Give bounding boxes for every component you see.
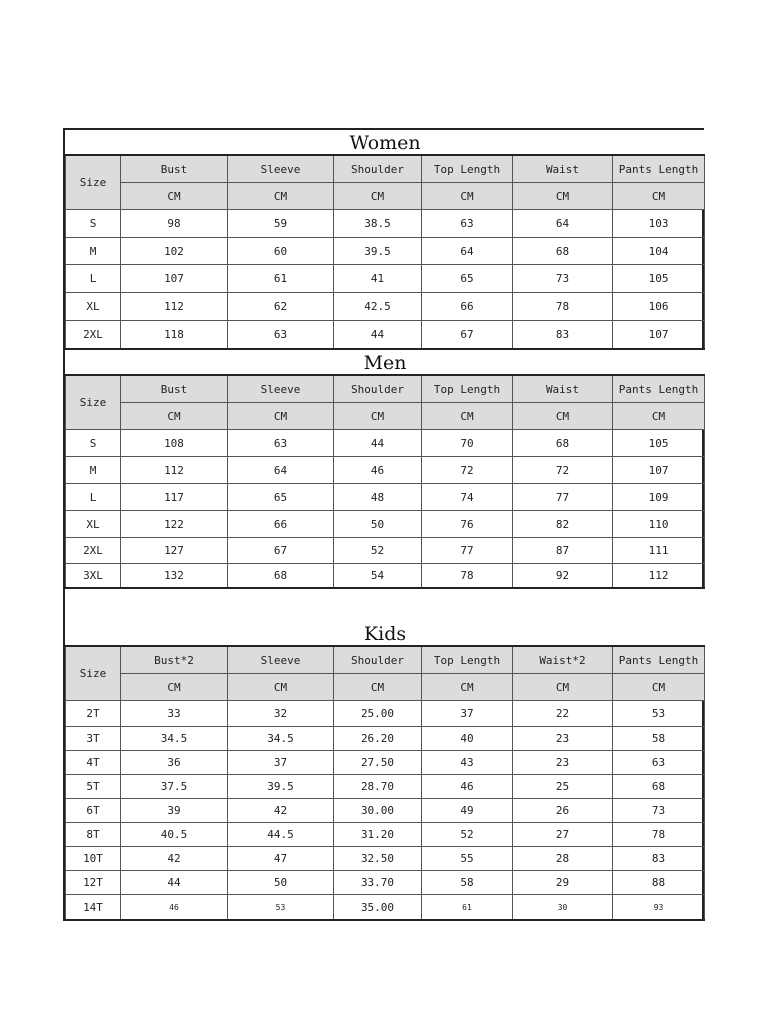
measurement-cell: 48 [334, 484, 422, 511]
measurement-cell: 22 [513, 701, 613, 727]
measurement-cell: 102 [121, 238, 228, 265]
measurement-cell: 108 [121, 430, 228, 457]
measurement-cell: 26.20 [334, 727, 422, 751]
measurement-cell: 41 [334, 265, 422, 293]
measurement-cell: 39.5 [228, 775, 334, 799]
size-cell: XL [66, 511, 121, 538]
unit-label: CM [121, 674, 228, 701]
measurement-cell: 77 [513, 484, 613, 511]
measurement-cell: 32.50 [334, 847, 422, 871]
column-header: Bust*2 [121, 646, 228, 674]
table-row [66, 564, 705, 589]
measurement-cell: 63 [613, 751, 705, 775]
unit-label: CM [613, 403, 705, 430]
column-header: Shoulder [334, 155, 422, 183]
measurement-cell: 78 [422, 564, 513, 589]
measurement-cell: 31.20 [334, 823, 422, 847]
measurement-cell: 63 [228, 321, 334, 350]
measurement-cell: 25 [513, 775, 613, 799]
measurement-cell: 40 [422, 727, 513, 751]
measurement-cell: 23 [513, 727, 613, 751]
unit-label: CM [228, 183, 334, 210]
table-row [66, 265, 705, 293]
table-row [66, 293, 705, 321]
size-cell: 4T [66, 751, 121, 775]
measurement-cell: 112 [121, 293, 228, 321]
measurement-cell: 52 [334, 538, 422, 564]
measurement-cell: 23 [513, 751, 613, 775]
table-row [66, 701, 705, 727]
measurement-cell: 44 [334, 430, 422, 457]
measurement-cell: 33 [121, 701, 228, 727]
measurement-cell: 109 [613, 484, 705, 511]
measurement-cell: 72 [513, 457, 613, 484]
size-cell: M [66, 238, 121, 265]
measurement-cell: 39 [121, 799, 228, 823]
measurement-cell: 107 [121, 265, 228, 293]
measurement-cell: 61 [228, 265, 334, 293]
measurement-cell: 28.70 [334, 775, 422, 799]
measurement-cell: 65 [228, 484, 334, 511]
unit-label: CM [513, 674, 613, 701]
size-cell: L [66, 265, 121, 293]
measurement-cell: 44 [121, 871, 228, 895]
measurement-cell: 65 [422, 265, 513, 293]
measurement-cell: 112 [613, 564, 705, 589]
column-header: Pants Length [613, 646, 705, 674]
unit-label: CM [334, 674, 422, 701]
measurement-cell: 42 [228, 799, 334, 823]
size-chart-table [65, 130, 705, 921]
measurement-cell: 33.70 [334, 871, 422, 895]
size-column-header: Size [66, 375, 121, 430]
size-cell: 2T [66, 701, 121, 727]
measurement-cell: 32 [228, 701, 334, 727]
table-row [66, 775, 705, 799]
table-row [66, 823, 705, 847]
measurement-cell: 73 [613, 799, 705, 823]
measurement-cell: 52 [422, 823, 513, 847]
unit-label: CM [228, 403, 334, 430]
unit-label: CM [513, 403, 613, 430]
men-unit-row [66, 403, 705, 430]
measurement-cell: 112 [121, 457, 228, 484]
measurement-cell: 37 [228, 751, 334, 775]
unit-label: CM [334, 403, 422, 430]
measurement-cell: 73 [513, 265, 613, 293]
measurement-cell: 54 [334, 564, 422, 589]
column-header: Waist [513, 375, 613, 403]
measurement-cell: 66 [228, 511, 334, 538]
size-chart [63, 128, 704, 921]
measurement-cell: 106 [613, 293, 705, 321]
measurement-cell: 83 [513, 321, 613, 350]
measurement-cell: 26 [513, 799, 613, 823]
measurement-cell: 27 [513, 823, 613, 847]
measurement-cell: 27.50 [334, 751, 422, 775]
measurement-cell: 38.5 [334, 210, 422, 238]
unit-label: CM [422, 183, 513, 210]
size-cell: 5T [66, 775, 121, 799]
measurement-cell: 40.5 [121, 823, 228, 847]
column-header: Sleeve [228, 375, 334, 403]
table-row [66, 210, 705, 238]
measurement-cell: 68 [513, 430, 613, 457]
measurement-cell: 127 [121, 538, 228, 564]
measurement-cell: 107 [613, 321, 705, 350]
unit-label: CM [121, 403, 228, 430]
measurement-cell: 74 [422, 484, 513, 511]
size-cell: 3T [66, 727, 121, 751]
women-unit-row [66, 183, 705, 210]
measurement-cell: 63 [228, 430, 334, 457]
measurement-cell: 44.5 [228, 823, 334, 847]
measurement-cell: 58 [422, 871, 513, 895]
table-row [66, 484, 705, 511]
measurement-cell: 37.5 [121, 775, 228, 799]
kids-section-title: Kids [66, 588, 705, 646]
measurement-cell: 111 [613, 538, 705, 564]
column-header: Bust [121, 375, 228, 403]
unit-label: CM [613, 183, 705, 210]
table-row [66, 847, 705, 871]
measurement-cell: 117 [121, 484, 228, 511]
measurement-cell: 29 [513, 871, 613, 895]
table-row [66, 727, 705, 751]
measurement-cell: 47 [228, 847, 334, 871]
measurement-cell: 83 [613, 847, 705, 871]
women-header-row [66, 155, 705, 183]
table-row [66, 871, 705, 895]
measurement-cell: 78 [513, 293, 613, 321]
women-section-title: Women [66, 130, 705, 155]
measurement-cell: 92 [513, 564, 613, 589]
measurement-cell: 35.00 [334, 895, 422, 921]
size-cell: S [66, 210, 121, 238]
table-row [66, 238, 705, 265]
measurement-cell: 82 [513, 511, 613, 538]
size-column-header: Size [66, 155, 121, 210]
size-cell: 2XL [66, 538, 121, 564]
measurement-cell: 132 [121, 564, 228, 589]
measurement-cell: 46 [334, 457, 422, 484]
measurement-cell: 58 [613, 727, 705, 751]
men-title-row [66, 349, 705, 375]
measurement-cell: 104 [613, 238, 705, 265]
table-row [66, 799, 705, 823]
measurement-cell: 77 [422, 538, 513, 564]
table-row [66, 538, 705, 564]
measurement-cell: 63 [422, 210, 513, 238]
measurement-cell: 39.5 [334, 238, 422, 265]
men-header-row [66, 375, 705, 403]
measurement-cell: 42.5 [334, 293, 422, 321]
unit-label: CM [422, 674, 513, 701]
measurement-cell: 61 [422, 895, 513, 921]
column-header: Waist [513, 155, 613, 183]
column-header: Shoulder [334, 375, 422, 403]
measurement-cell: 37 [422, 701, 513, 727]
measurement-cell: 30.00 [334, 799, 422, 823]
table-row [66, 895, 705, 921]
size-cell: 14T [66, 895, 121, 921]
measurement-cell: 68 [228, 564, 334, 589]
unit-label: CM [422, 403, 513, 430]
kids-unit-row [66, 674, 705, 701]
size-cell: M [66, 457, 121, 484]
measurement-cell: 30 [513, 895, 613, 921]
measurement-cell: 78 [613, 823, 705, 847]
unit-label: CM [613, 674, 705, 701]
measurement-cell: 34.5 [228, 727, 334, 751]
table-row [66, 321, 705, 350]
measurement-cell: 67 [422, 321, 513, 350]
measurement-cell: 66 [422, 293, 513, 321]
measurement-cell: 46 [121, 895, 228, 921]
measurement-cell: 25.00 [334, 701, 422, 727]
column-header: Top Length [422, 375, 513, 403]
unit-label: CM [228, 674, 334, 701]
unit-label: CM [513, 183, 613, 210]
column-header: Sleeve [228, 155, 334, 183]
table-row [66, 457, 705, 484]
kids-header-row [66, 646, 705, 674]
men-section-title: Men [66, 349, 705, 375]
column-header: Bust [121, 155, 228, 183]
measurement-cell: 70 [422, 430, 513, 457]
measurement-cell: 68 [613, 775, 705, 799]
measurement-cell: 60 [228, 238, 334, 265]
measurement-cell: 72 [422, 457, 513, 484]
measurement-cell: 76 [422, 511, 513, 538]
measurement-cell: 53 [228, 895, 334, 921]
measurement-cell: 110 [613, 511, 705, 538]
column-header: Sleeve [228, 646, 334, 674]
size-cell: L [66, 484, 121, 511]
measurement-cell: 50 [228, 871, 334, 895]
measurement-cell: 98 [121, 210, 228, 238]
measurement-cell: 28 [513, 847, 613, 871]
measurement-cell: 53 [613, 701, 705, 727]
column-header: Top Length [422, 646, 513, 674]
kids-title-row [66, 588, 705, 646]
measurement-cell: 87 [513, 538, 613, 564]
unit-label: CM [121, 183, 228, 210]
measurement-cell: 50 [334, 511, 422, 538]
size-cell: 10T [66, 847, 121, 871]
measurement-cell: 49 [422, 799, 513, 823]
size-cell: 12T [66, 871, 121, 895]
women-title-row [66, 130, 705, 155]
table-row [66, 511, 705, 538]
measurement-cell: 46 [422, 775, 513, 799]
measurement-cell: 55 [422, 847, 513, 871]
size-cell: 8T [66, 823, 121, 847]
measurement-cell: 64 [228, 457, 334, 484]
size-cell: XL [66, 293, 121, 321]
size-cell: 2XL [66, 321, 121, 350]
measurement-cell: 68 [513, 238, 613, 265]
measurement-cell: 107 [613, 457, 705, 484]
measurement-cell: 64 [513, 210, 613, 238]
measurement-cell: 44 [334, 321, 422, 350]
column-header: Pants Length [613, 375, 705, 403]
measurement-cell: 42 [121, 847, 228, 871]
size-cell: 3XL [66, 564, 121, 589]
column-header: Waist*2 [513, 646, 613, 674]
size-cell: 6T [66, 799, 121, 823]
table-row [66, 430, 705, 457]
table-row [66, 751, 705, 775]
size-column-header: Size [66, 646, 121, 701]
measurement-cell: 43 [422, 751, 513, 775]
measurement-cell: 88 [613, 871, 705, 895]
measurement-cell: 64 [422, 238, 513, 265]
measurement-cell: 118 [121, 321, 228, 350]
measurement-cell: 34.5 [121, 727, 228, 751]
measurement-cell: 93 [613, 895, 705, 921]
measurement-cell: 103 [613, 210, 705, 238]
measurement-cell: 36 [121, 751, 228, 775]
column-header: Pants Length [613, 155, 705, 183]
measurement-cell: 62 [228, 293, 334, 321]
measurement-cell: 67 [228, 538, 334, 564]
measurement-cell: 105 [613, 265, 705, 293]
column-header: Top Length [422, 155, 513, 183]
unit-label: CM [334, 183, 422, 210]
column-header: Shoulder [334, 646, 422, 674]
measurement-cell: 122 [121, 511, 228, 538]
measurement-cell: 59 [228, 210, 334, 238]
measurement-cell: 105 [613, 430, 705, 457]
size-cell: S [66, 430, 121, 457]
